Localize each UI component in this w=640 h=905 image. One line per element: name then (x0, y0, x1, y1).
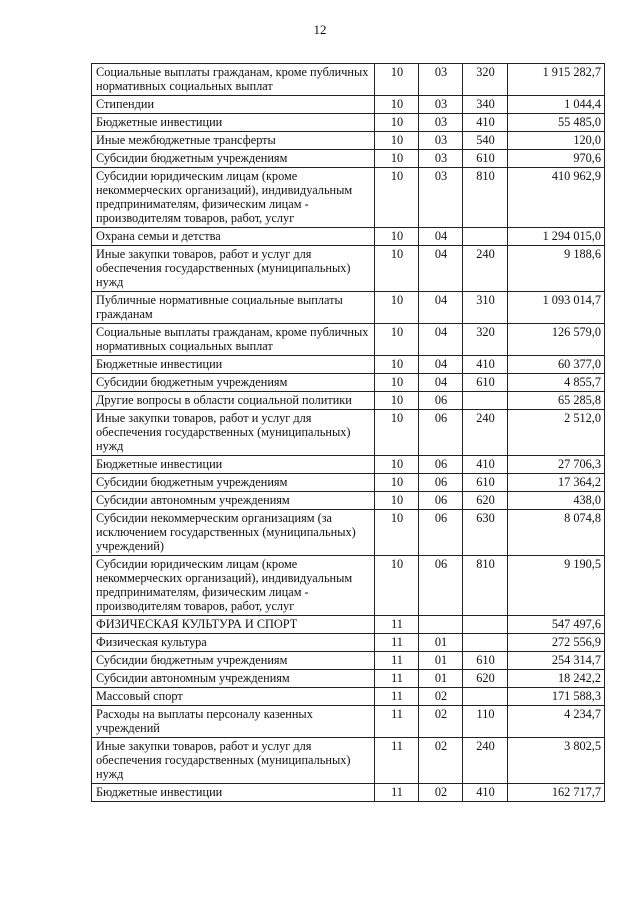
row-amount: 4 855,7 (508, 374, 605, 392)
row-subsection-code: 04 (419, 228, 463, 246)
row-section-code: 10 (375, 150, 419, 168)
table-row (92, 634, 605, 652)
table-row (92, 374, 605, 392)
table-row (92, 474, 605, 492)
row-subsection-code: 03 (419, 64, 463, 96)
row-section-code: 11 (375, 634, 419, 652)
row-amount: 65 285,8 (508, 392, 605, 410)
table-row (92, 392, 605, 410)
row-amount: 4 234,7 (508, 706, 605, 738)
row-amount: 3 802,5 (508, 738, 605, 784)
row-expense-type-code: 630 (463, 510, 508, 556)
row-section-code: 10 (375, 168, 419, 228)
row-expense-type-code: 320 (463, 324, 508, 356)
row-subsection-code: 06 (419, 474, 463, 492)
row-name-cell: Субсидии автономным учреждениям (92, 670, 375, 688)
row-expense-type-code: 810 (463, 556, 508, 616)
row-name-cell: Бюджетные инвестиции (92, 356, 375, 374)
row-expense-type-code: 610 (463, 150, 508, 168)
row-subsection-code: 06 (419, 510, 463, 556)
row-expense-type-code: 810 (463, 168, 508, 228)
row-section-code: 11 (375, 706, 419, 738)
row-name-cell: Другие вопросы в области социальной политики (92, 392, 375, 410)
table-row (92, 688, 605, 706)
budget-table-body (92, 64, 605, 802)
row-amount: 438,0 (508, 492, 605, 510)
row-amount: 162 717,7 (508, 784, 605, 802)
row-expense-type-code: 410 (463, 356, 508, 374)
row-expense-type-code: 310 (463, 292, 508, 324)
row-subsection-code: 06 (419, 556, 463, 616)
row-amount: 2 512,0 (508, 410, 605, 456)
row-amount: 171 588,3 (508, 688, 605, 706)
row-amount: 9 188,6 (508, 246, 605, 292)
row-name-cell: Бюджетные инвестиции (92, 114, 375, 132)
table-row (92, 150, 605, 168)
row-section-code: 11 (375, 616, 419, 634)
row-amount: 410 962,9 (508, 168, 605, 228)
row-amount: 60 377,0 (508, 356, 605, 374)
row-section-code: 10 (375, 356, 419, 374)
table-row (92, 652, 605, 670)
row-amount: 8 074,8 (508, 510, 605, 556)
row-section-code: 10 (375, 410, 419, 456)
row-expense-type-code: 610 (463, 374, 508, 392)
row-name-cell: Охрана семьи и детства (92, 228, 375, 246)
row-section-code: 11 (375, 784, 419, 802)
row-expense-type-code: 240 (463, 738, 508, 784)
row-name-cell: Бюджетные инвестиции (92, 784, 375, 802)
row-expense-type-code: 110 (463, 706, 508, 738)
row-subsection-code: 01 (419, 652, 463, 670)
row-subsection-code: 03 (419, 132, 463, 150)
row-subsection-code: 01 (419, 634, 463, 652)
row-subsection-code: 02 (419, 706, 463, 738)
row-amount: 120,0 (508, 132, 605, 150)
row-section-code: 10 (375, 324, 419, 356)
row-name-cell: Иные межбюджетные трансферты (92, 132, 375, 150)
table-row (92, 64, 605, 96)
row-expense-type-code (463, 392, 508, 410)
row-section-code: 10 (375, 556, 419, 616)
row-expense-type-code: 240 (463, 410, 508, 456)
row-section-code: 10 (375, 228, 419, 246)
row-subsection-code: 04 (419, 324, 463, 356)
row-section-code: 10 (375, 492, 419, 510)
row-expense-type-code: 620 (463, 492, 508, 510)
row-expense-type-code: 320 (463, 64, 508, 96)
row-subsection-code: 03 (419, 150, 463, 168)
row-amount: 9 190,5 (508, 556, 605, 616)
row-section-code: 11 (375, 738, 419, 784)
row-amount: 1 093 014,7 (508, 292, 605, 324)
row-name-cell: Субсидии юридическим лицам (кроме некоммерческих организаций), индивидуальным предпринимателям, физическим лицам - производителям товаров, работ, услуг (92, 168, 375, 228)
row-name-cell: Социальные выплаты гражданам, кроме публичных нормативных социальных выплат (92, 64, 375, 96)
row-expense-type-code (463, 616, 508, 634)
row-expense-type-code: 340 (463, 96, 508, 114)
row-amount: 55 485,0 (508, 114, 605, 132)
table-row (92, 292, 605, 324)
table-row (92, 738, 605, 784)
row-expense-type-code: 610 (463, 652, 508, 670)
row-amount: 254 314,7 (508, 652, 605, 670)
table-row (92, 784, 605, 802)
row-name-cell: Субсидии бюджетным учреждениям (92, 474, 375, 492)
row-amount: 126 579,0 (508, 324, 605, 356)
row-name-cell: Стипендии (92, 96, 375, 114)
table-row (92, 410, 605, 456)
table-row (92, 228, 605, 246)
row-subsection-code: 02 (419, 738, 463, 784)
row-expense-type-code: 410 (463, 456, 508, 474)
table-row (92, 616, 605, 634)
row-subsection-code (419, 616, 463, 634)
row-subsection-code: 02 (419, 688, 463, 706)
table-row (92, 132, 605, 150)
row-section-code: 11 (375, 652, 419, 670)
row-expense-type-code: 620 (463, 670, 508, 688)
row-amount: 547 497,6 (508, 616, 605, 634)
table-row (92, 168, 605, 228)
row-amount: 970,6 (508, 150, 605, 168)
row-section-code: 10 (375, 374, 419, 392)
table-row (92, 96, 605, 114)
row-subsection-code: 06 (419, 410, 463, 456)
row-section-code: 10 (375, 246, 419, 292)
row-name-cell: Бюджетные инвестиции (92, 456, 375, 474)
row-subsection-code: 06 (419, 392, 463, 410)
row-name-cell: Субсидии бюджетным учреждениям (92, 374, 375, 392)
row-name-cell: Субсидии бюджетным учреждениям (92, 652, 375, 670)
row-section-code: 10 (375, 456, 419, 474)
row-name-cell: ФИЗИЧЕСКАЯ КУЛЬТУРА И СПОРТ (92, 616, 375, 634)
row-expense-type-code: 540 (463, 132, 508, 150)
row-name-cell: Субсидии автономным учреждениям (92, 492, 375, 510)
table-row (92, 706, 605, 738)
row-section-code: 10 (375, 96, 419, 114)
row-subsection-code: 03 (419, 96, 463, 114)
row-amount: 17 364,2 (508, 474, 605, 492)
page-number: 12 (313, 22, 327, 37)
row-section-code: 10 (375, 392, 419, 410)
row-section-code: 10 (375, 132, 419, 150)
row-name-cell: Физическая культура (92, 634, 375, 652)
row-name-cell: Иные закупки товаров, работ и услуг для обеспечения государственных (муниципальных) нужд (92, 738, 375, 784)
table-row (92, 324, 605, 356)
row-name-cell: Социальные выплаты гражданам, кроме публичных нормативных социальных выплат (92, 324, 375, 356)
row-amount: 1 044,4 (508, 96, 605, 114)
row-expense-type-code: 410 (463, 114, 508, 132)
row-subsection-code: 04 (419, 374, 463, 392)
row-expense-type-code: 610 (463, 474, 508, 492)
row-name-cell: Субсидии юридическим лицам (кроме некоммерческих организаций), индивидуальным предпринимателям, физическим лицам - производителям товаров, работ, услуг (92, 556, 375, 616)
row-subsection-code: 03 (419, 168, 463, 228)
budget-table (91, 63, 605, 802)
row-section-code: 10 (375, 114, 419, 132)
row-subsection-code: 04 (419, 356, 463, 374)
row-expense-type-code: 410 (463, 784, 508, 802)
row-name-cell: Публичные нормативные социальные выплаты гражданам (92, 292, 375, 324)
row-section-code: 10 (375, 510, 419, 556)
row-name-cell: Расходы на выплаты персоналу казенных учреждений (92, 706, 375, 738)
row-amount: 27 706,3 (508, 456, 605, 474)
table-row (92, 556, 605, 616)
row-section-code: 10 (375, 64, 419, 96)
row-expense-type-code (463, 634, 508, 652)
row-name-cell: Массовый спорт (92, 688, 375, 706)
table-row (92, 670, 605, 688)
row-name-cell: Иные закупки товаров, работ и услуг для обеспечения государственных (муниципальных) нужд (92, 410, 375, 456)
row-section-code: 10 (375, 292, 419, 324)
table-row (92, 510, 605, 556)
row-expense-type-code (463, 228, 508, 246)
row-subsection-code: 04 (419, 246, 463, 292)
row-section-code: 10 (375, 474, 419, 492)
table-row (92, 492, 605, 510)
row-name-cell: Субсидии бюджетным учреждениям (92, 150, 375, 168)
row-expense-type-code (463, 688, 508, 706)
row-subsection-code: 06 (419, 492, 463, 510)
row-amount: 1 915 282,7 (508, 64, 605, 96)
table-row (92, 456, 605, 474)
row-name-cell: Иные закупки товаров, работ и услуг для обеспечения государственных (муниципальных) нужд (92, 246, 375, 292)
row-amount: 1 294 015,0 (508, 228, 605, 246)
row-subsection-code: 03 (419, 114, 463, 132)
table-row (92, 246, 605, 292)
table-row (92, 114, 605, 132)
row-section-code: 11 (375, 670, 419, 688)
row-subsection-code: 02 (419, 784, 463, 802)
row-name-cell: Субсидии некоммерческим организациям (за исключением государственных (муниципальных) учреждений) (92, 510, 375, 556)
table-row (92, 356, 605, 374)
row-amount: 272 556,9 (508, 634, 605, 652)
row-subsection-code: 04 (419, 292, 463, 324)
row-subsection-code: 01 (419, 670, 463, 688)
row-expense-type-code: 240 (463, 246, 508, 292)
row-subsection-code: 06 (419, 456, 463, 474)
row-section-code: 11 (375, 688, 419, 706)
row-amount: 18 242,2 (508, 670, 605, 688)
